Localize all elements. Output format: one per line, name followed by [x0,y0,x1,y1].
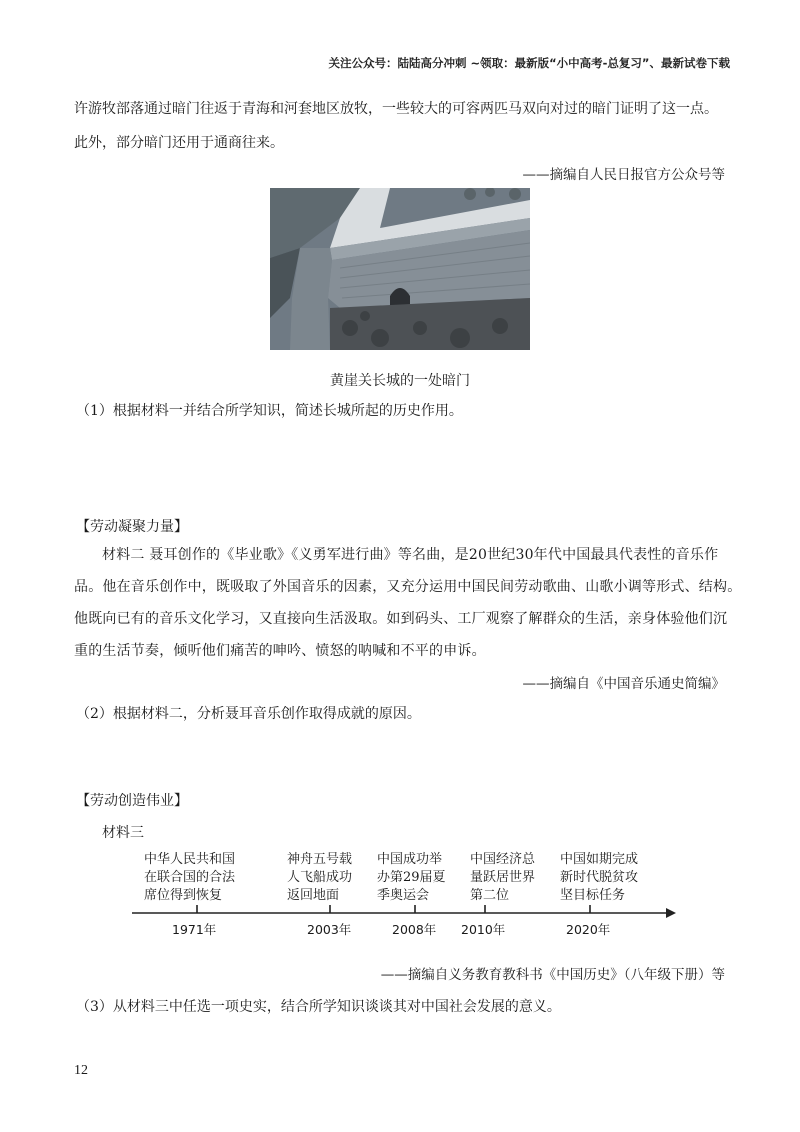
page-header: 关注公众号：陆陆高分冲刺 ~领取：最新版“小中高考-总复习”、最新试卷下载 [328,56,730,70]
event-text: 量跃居世界 [470,870,536,885]
event-text: 席位得到恢复 [144,888,223,903]
event-text: 中国经济总 [470,852,536,867]
material-3-source: ——摘编自义务教育教科书《中国历史》（八年级下册）等 [380,967,725,983]
timeline-year-2020: 2020年 [566,922,611,937]
photo-caption: 黄崖关长城的一处暗门 [330,373,470,389]
material-3-label: 材料三 [102,825,144,841]
great-wall-photo [270,188,530,350]
event-text: 返回地面 [287,888,340,903]
question-2: （2）根据材料二，分析聂耳音乐创作取得成就的原因。 [76,706,421,722]
intro-line-2: 此外，部分暗门还用于通商往来。 [74,135,284,151]
event-text: 第二位 [470,888,510,903]
material-2-source: ——摘编自《中国音乐通史简编》 [522,676,725,692]
section-3-heading: 【劳动创造伟业】 [76,793,188,809]
event-text: 中国成功举 [377,852,443,867]
event-text: 中国如期完成 [560,852,639,867]
question-3: （3）从材料三中任选一项史实，结合所学知识谈谈其对中国社会发展的意义。 [76,999,561,1015]
intro-line-1: 许游牧部落通过暗门往返于青海和河套地区放牧，一些较大的可容两匹马双向对过的暗门证明了这一点。 [74,101,718,117]
intro-source: ——摘编自人民日报官方公众号等 [522,167,725,183]
event-text: 在联合国的合法 [144,870,236,885]
section-2-heading: 【劳动凝聚力量】 [76,519,188,535]
timeline-year-1971: 1971年 [172,922,217,937]
event-text: 神舟五号载 [287,852,353,867]
material-2-line-4: 重的生活节奏，倾听他们痛苦的呻吟、愤怒的呐喊和不平的申诉。 [74,643,486,659]
timeline-event-1971 [144,851,235,905]
event-text: 办第29届夏 [377,870,446,885]
page-number: 12 [74,1063,88,1078]
timeline-event-2008 [377,851,446,905]
material-2-line-1: 材料二 聂耳创作的《毕业歌》《义勇军进行曲》等名曲，是20世纪30年代中国最具代表性的音乐作 [102,547,719,563]
material-2-text [74,539,742,667]
timeline-year-2003: 2003年 [307,922,352,937]
material-2-line-2: 品。他在音乐创作中，既吸取了外国音乐的因素，又充分运用中国民间劳动歌曲、山歌小调等形式、结构。 [74,579,742,595]
event-text: 季奥运会 [377,888,430,903]
timeline-event-2020 [560,851,638,905]
timeline-year-2008: 2008年 [392,922,437,937]
timeline-year-2010: 2010年 [461,922,506,937]
timeline-event-2003 [287,851,352,905]
timeline-event-2010 [470,851,535,905]
event-text: 新时代脱贫攻 [560,870,639,885]
question-1: （1）根据材料一并结合所学知识，简述长城所起的历史作用。 [76,403,463,419]
event-text: 坚目标任务 [560,888,626,903]
material-2-line-3: 他既向已有的音乐文化学习，又直接向生活汲取。如到码头、工厂观察了解群众的生活，亲身体验他们沉 [74,611,728,627]
event-text: 中华人民共和国 [144,852,236,867]
event-text: 人飞船成功 [287,870,353,885]
